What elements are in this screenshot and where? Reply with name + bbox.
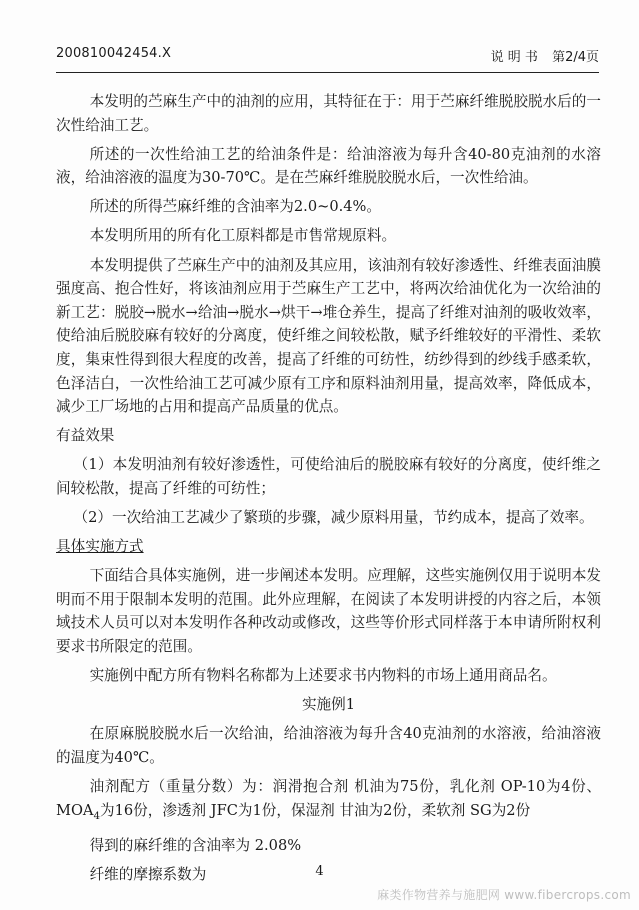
watermark: 麻类作物营养与施肥网 www.fibercrops.com — [377, 888, 631, 902]
header-right — [481, 46, 599, 65]
paragraph: 所述的一次性给油工艺的给油条件是：给油溶液为每升含40-80克油剂的水溶液，给油溶液的温度为30-70℃。是在苎麻纤维脱胶脱水后，一次性给油。 — [56, 145, 601, 187]
example-title: 实施例1 — [301, 696, 356, 714]
embodiment-heading — [56, 535, 601, 559]
paragraph: 本发明的苎麻生产中的油剂的应用，其特征在于：用于苎麻纤维脱胶脱水后的一次性给油工艺。 — [56, 93, 601, 134]
paragraph: 在原麻脱胶脱水后一次给油，给油溶液为每升含40克油剂的水溶液，给油溶液的温度为40℃。 — [56, 725, 601, 766]
benefit-item: （2）一次给油工艺减少了繁琐的步骤，减少原料用量，节约成本，提高了效率。 — [73, 509, 594, 526]
paragraph: 所述的所得苎麻纤维的含油率为2.0~0.4%。 — [89, 198, 381, 216]
paragraph: 本发明所用的所有化工原料都是市售常规原料。 — [89, 227, 397, 245]
paragraph: 下面结合具体实施例，进一步阐述本发明。应理解，这些实施例仅用于说明本发明而不用于限制本发明的范围。此外应理解，在阅读了本发明讲授的内容之后，本领域技术人员可以对本发明作各种改动或修改，这些等价形式同样落于本申请所附权利要求书所限定的范围。 — [56, 567, 601, 655]
embodiment-heading-text: 具体实施方式 — [56, 538, 144, 556]
benefits-heading: 有益效果 — [56, 427, 115, 445]
benefit-item: （1）本发明油剂有较好渗透性，可使给油后的脱胶麻有较好的分离度，使纤维之间较松散，提高了纤维的可纺性； — [56, 456, 601, 497]
paragraph: 纤维的摩擦系数为 — [89, 865, 207, 883]
formula-text-1: 油剂配方（重量分数）为：润滑抱合剂 机油为75份，乳化剂 OP-10为4份、MOA — [56, 777, 601, 819]
document-body — [56, 90, 601, 892]
formula-paragraph — [56, 775, 601, 828]
doc-type-label: 说 明 书 — [490, 50, 538, 65]
formula-subscript: 4 — [93, 810, 100, 822]
doc-number: 200810042454.X — [56, 46, 172, 61]
paragraph: 得到的麻纤维的含油率为 2.08% — [89, 836, 302, 854]
paragraph: 实施例中配方所有物料名称都为上述要求书内物料的市场上通用商品名。 — [89, 667, 557, 685]
formula-text-2: 为16份，渗透剂 JFC为1份，保湿剂 甘油为2份，柔软剂 SG为2份 — [99, 801, 531, 819]
page-indicator: 第2/4页 — [552, 50, 599, 65]
header-rule — [56, 72, 599, 73]
page-header — [56, 46, 599, 68]
page-number: 4 — [315, 864, 324, 879]
paragraph: 本发明提供了苎麻生产中的油剂及其应用，该油剂有较好渗透性、纤维表面油膜强度高、抱合性好，将该油剂应用于苎麻生产工艺中，将两次给油优化为一次给油的新工艺：脱胶→脱水→给油→脱水→烘干→堆仓养生，提高了纤维对油剂的吸收效率，使给油后脱胶麻有较好的分离度，使纤维之间较松散，赋予纤维较好的平滑性、柔软度，集束性得到很大程度的改善，提高了纤维的可纺性，纺纱得到的纱线手感柔软，色泽洁白，一次性给油工艺可减少原有工序和原料油剂用量，提高效率，降低成本，减少工厂场地的占用和提高产品质量的优点。 — [56, 256, 601, 416]
